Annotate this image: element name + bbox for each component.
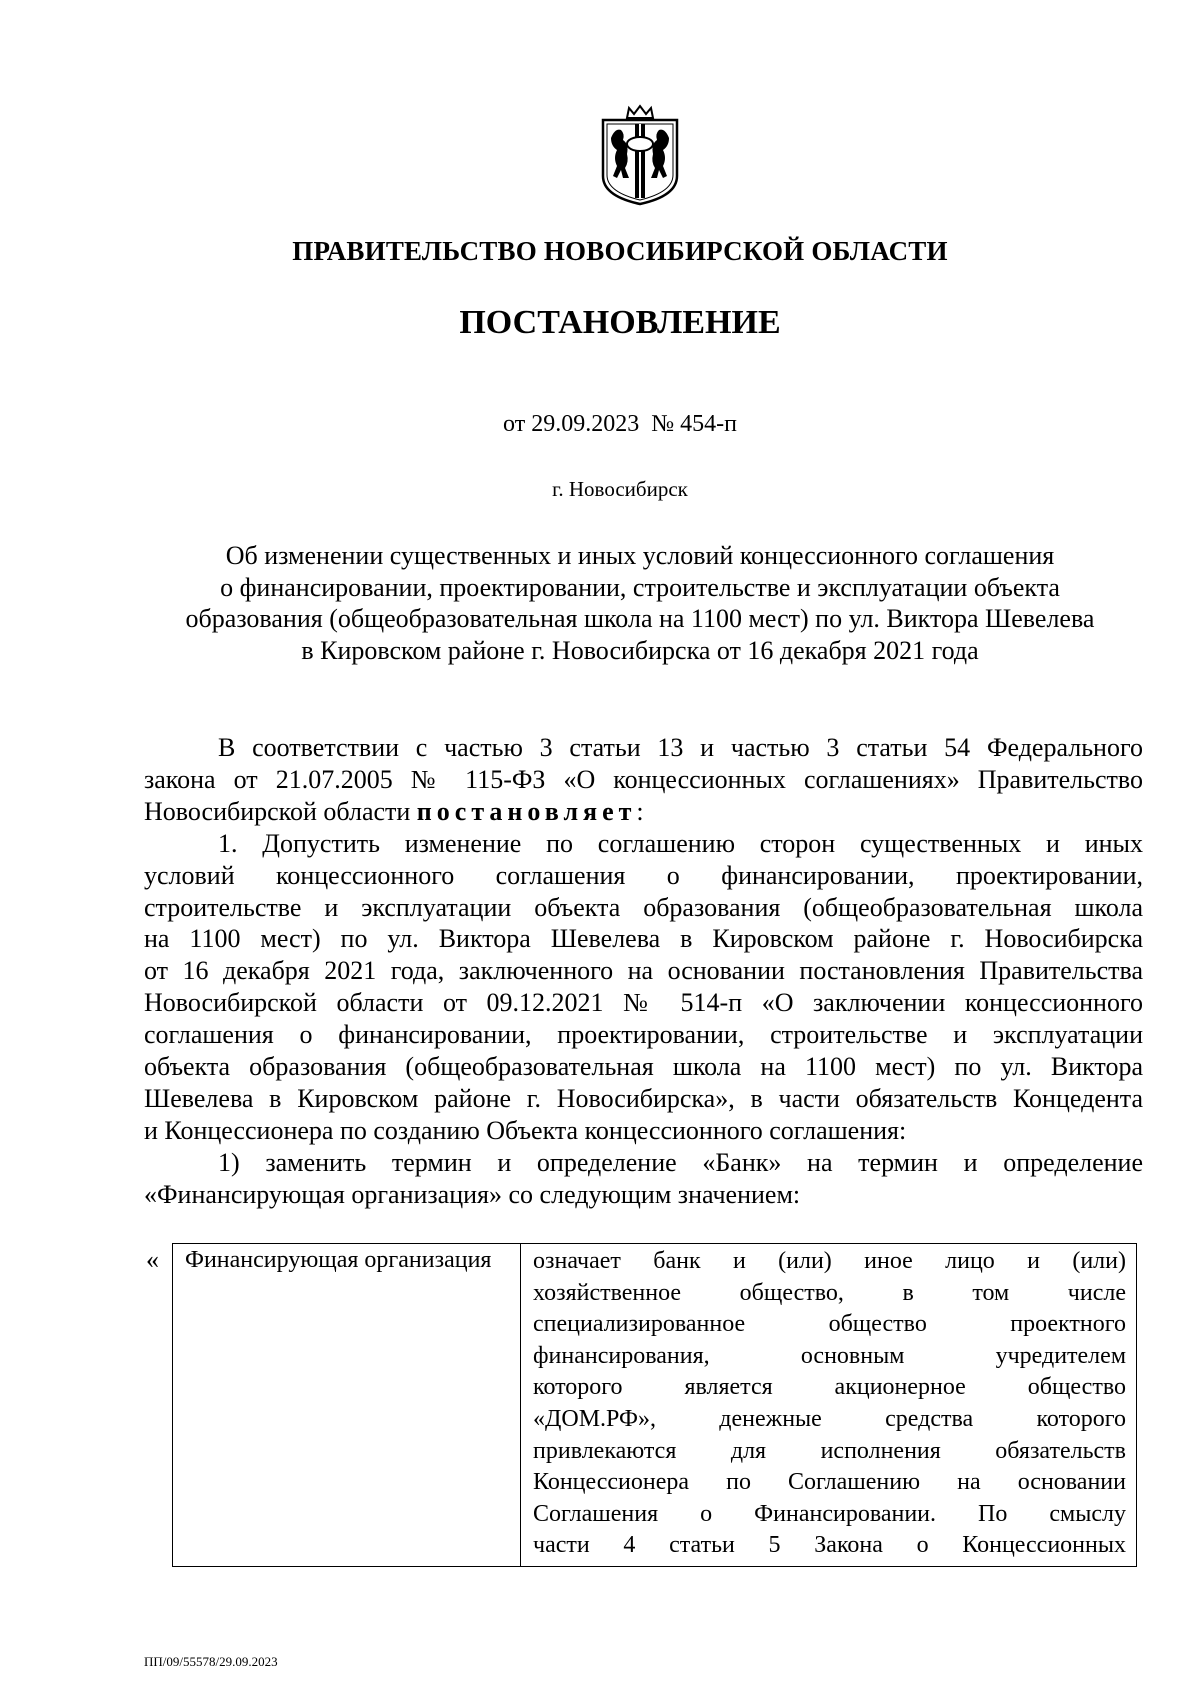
body-line: от 16 декабря 2021 года, заключенного на основании постановления Правительства xyxy=(144,956,1143,986)
document-city: г. Новосибирск xyxy=(552,477,688,501)
document-type: ПОСТАНОВЛЕНИЕ xyxy=(459,304,781,341)
document-date-number: от 29.09.2023 № 454-п xyxy=(503,411,737,437)
body-line: закона от 21.07.2005 № 115-ФЗ «О концессионных соглашениях» Правительство xyxy=(144,764,1143,794)
definition-table xyxy=(172,1243,1137,1567)
subject-line: Об изменении существенных и иных условий концессионного соглашения xyxy=(225,541,1055,570)
body-line: строительстве и эксплуатации объекта образования (общеобразовательная школа xyxy=(144,892,1143,922)
body-line: и Концессионера по созданию Объекта концессионного соглашения: xyxy=(144,1115,907,1145)
definition-line: хозяйственное общество, в том числе xyxy=(533,1279,1126,1306)
footer-document-code: ПП/09/55578/29.09.2023 xyxy=(144,1654,278,1669)
body-line: Новосибирской области от 09.12.2021 № 514-п «О заключении концессионного xyxy=(144,988,1143,1018)
definition-line: специализированное общество проектного xyxy=(533,1311,1126,1338)
body-line: 1) заменить термин и определение «Банк» на термин и определение xyxy=(218,1147,1143,1177)
body-text: Новосибирской области xyxy=(144,796,417,826)
body-line: объекта образования (общеобразовательная школа на 1100 мест) по ул. Виктора xyxy=(144,1052,1143,1082)
resolves-word: постановляет xyxy=(416,796,637,826)
body-line: Шевелева в Кировском районе г. Новосибирска», в части обязательств Концедента xyxy=(144,1083,1143,1113)
definition-line: части 4 статьи 5 Закона о Концессионных xyxy=(533,1532,1126,1559)
body-line: условий концессионного соглашения о финансировании, проектировании, xyxy=(144,860,1143,890)
definition-line: означает банк и (или) иное лицо и (или) xyxy=(533,1248,1126,1274)
definition-line: Соглашения о Финансировании. По смыслу xyxy=(533,1500,1126,1527)
table-row xyxy=(173,1244,1137,1567)
definition-line: «ДОМ.РФ», денежные средства которого xyxy=(533,1405,1126,1432)
subject-line: образования (общеобразовательная школа на 1100 мест) по ул. Виктора Шевелева xyxy=(185,604,1095,633)
subject-line: о финансировании, проектировании, строительстве и эксплуатации объекта xyxy=(220,572,1060,602)
document-subject xyxy=(140,540,1140,666)
body-line: соглашения о финансировании, проектировании, строительстве и эксплуатации xyxy=(144,1020,1143,1050)
body-line: «Финансирующая организация» со следующим значением: xyxy=(144,1179,801,1209)
coat-of-arms-icon xyxy=(599,104,681,206)
body-line: В соответствии с частью 3 статьи 13 и частью 3 статьи 54 Федерального xyxy=(218,733,1143,762)
term-cell: Финансирующая организация xyxy=(173,1244,521,1567)
definition-line: Концессионера по Соглашению на основании xyxy=(533,1469,1126,1496)
body-line xyxy=(144,796,1143,828)
definition-line: которого является акционерное общество xyxy=(533,1374,1126,1401)
definition-line: финансирования, основным учредителем xyxy=(533,1342,1126,1369)
body-text: : xyxy=(636,796,644,826)
definition-cell xyxy=(521,1244,1137,1567)
document-body xyxy=(144,732,1143,1211)
open-quote-mark: « xyxy=(146,1245,159,1274)
government-name: ПРАВИТЕЛЬСТВО НОВОСИБИРСКОЙ ОБЛАСТИ xyxy=(292,236,948,266)
definition-line: привлекаются для исполнения обязательств xyxy=(533,1437,1126,1464)
subject-line: в Кировском районе г. Новосибирска от 16 декабря 2021 года xyxy=(301,635,979,665)
body-line: на 1100 мест) по ул. Виктора Шевелева в Кировском районе г. Новосибирска xyxy=(144,924,1143,954)
body-line: 1. Допустить изменение по соглашению сторон существенных и иных xyxy=(218,828,1143,858)
